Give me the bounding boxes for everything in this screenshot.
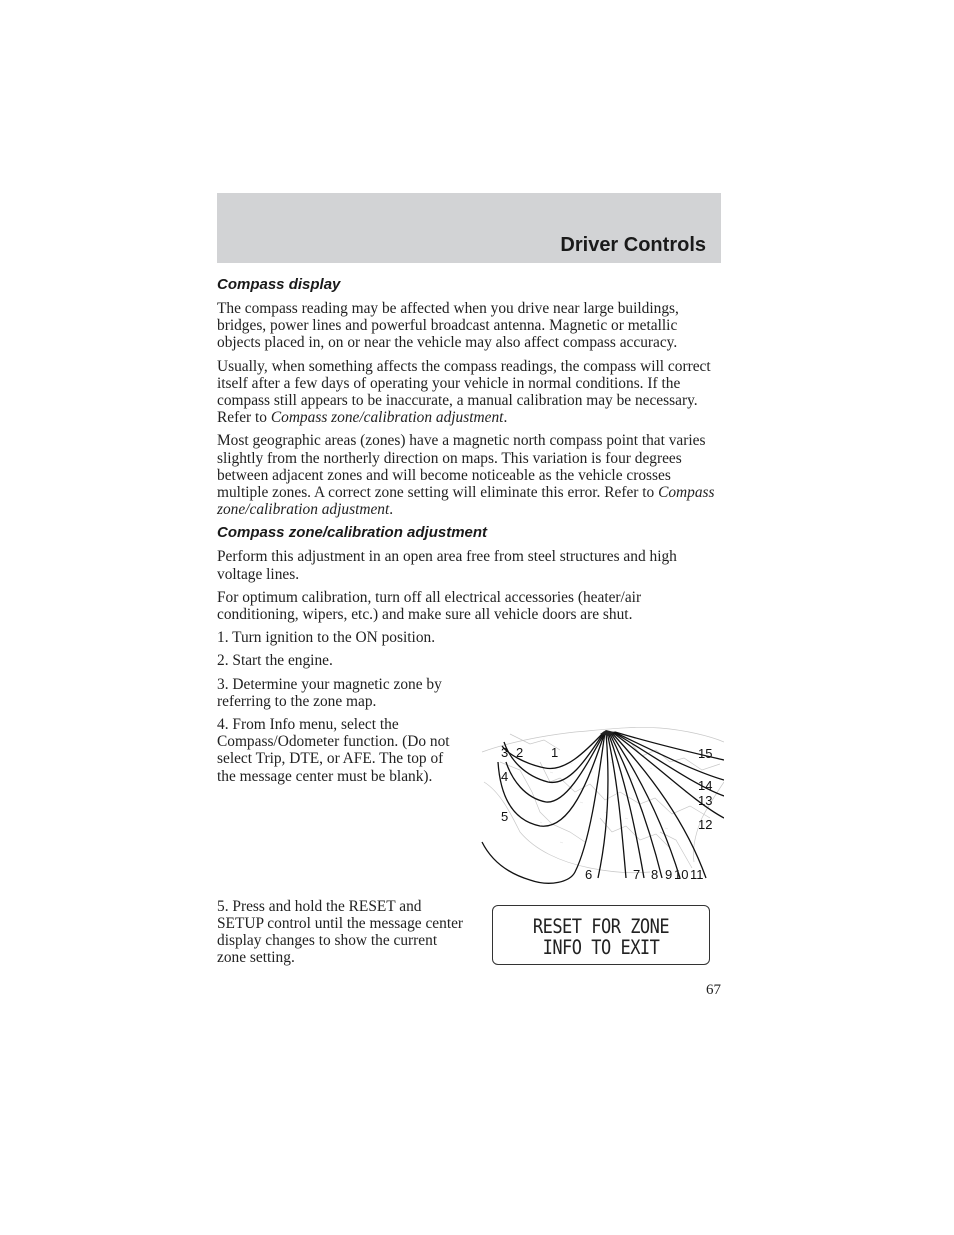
map-dots — [540, 762, 702, 854]
calibration-heading: Compass zone/calibration adjustment — [217, 524, 488, 542]
zone-map-figure — [480, 722, 724, 884]
zone-label: 3 — [501, 745, 509, 760]
compass-display-heading: Compass display — [217, 276, 341, 293]
step-item: 3. Determine your magnetic zone by referring to the zone map. — [217, 675, 442, 710]
zone-label: 6 — [585, 867, 593, 882]
paragraph: The compass reading may be affected when you drive near large buildings, bridges, power lines and powerful broadcast antenna. Magnetic or metallic objects placed in, on or near the vehicle may also affect compass accuracy. — [217, 300, 679, 352]
step-item: 5. Press and hold the RESET and SETUP control until the message center display changes to show the current zone setting. — [217, 898, 464, 966]
paragraph-end: . — [389, 501, 394, 519]
display-line-2: INFO TO EXIT — [542, 936, 660, 960]
zone-label: 9 — [665, 867, 673, 882]
paragraph-text: Usually, when something affects the compass readings, the compass will correct itself after a few days of operating your vehicle in normal conditions. If the compass still appears to be inaccurate, a manual calibration may be necessary. Refer to — [217, 357, 711, 427]
section-title: Driver Controls — [560, 234, 706, 256]
zone-label: 10 — [674, 867, 689, 882]
zone-label: 4 — [501, 769, 509, 784]
zone-label: 15 — [698, 746, 713, 761]
zone-label: 1 — [551, 745, 559, 760]
page-number: 67 — [706, 982, 721, 998]
display-line-1: RESET FOR ZONE — [532, 915, 670, 939]
step-5-block — [217, 898, 469, 966]
cross-reference: Compass zone/calibration adjustment — [217, 484, 715, 519]
zone-label: 7 — [633, 867, 641, 882]
zone-label: 5 — [501, 809, 509, 824]
paragraph-text: Most geographic areas (zones) have a magnetic north compass point that varies slightly from the northerly direction on maps. This variation is four degrees between adjacent zones and will become noticeable as the vehicle crosses multiple zones. A correct zone setting will eliminate this error. Refer to — [217, 432, 706, 502]
paragraph — [217, 432, 723, 518]
zone-label: 14 — [698, 778, 713, 793]
zone-map — [480, 722, 724, 884]
paragraph: For optimum calibration, turn off all electrical accessories (heater/air conditioning, wipers, etc.) and make sure all vehicle doors are shut. — [217, 588, 642, 624]
page-content — [217, 276, 723, 791]
message-center-display — [492, 905, 710, 965]
paragraph-end: . — [503, 409, 508, 427]
cross-reference: Compass zone/calibration adjustment — [270, 409, 504, 427]
step-item: 2. Start the engine. — [217, 652, 333, 670]
zone-label: 13 — [698, 793, 713, 808]
step-item: 4. From Info menu, select the Compass/Odometer function. (Do not select Trip, DTE, or AFE. The top of the message center must be blank). — [217, 716, 450, 785]
paragraph — [217, 358, 723, 427]
paragraph: Perform this adjustment in an open area free from steel structures and high voltage lines. — [217, 548, 677, 583]
zone-label: 2 — [516, 745, 524, 760]
zone-label: 11 — [690, 867, 704, 882]
section-header-bar — [217, 193, 721, 263]
zone-label: 8 — [651, 867, 659, 882]
step-item: 1. Turn ignition to the ON position. — [217, 629, 436, 647]
zone-label: 12 — [698, 817, 713, 832]
